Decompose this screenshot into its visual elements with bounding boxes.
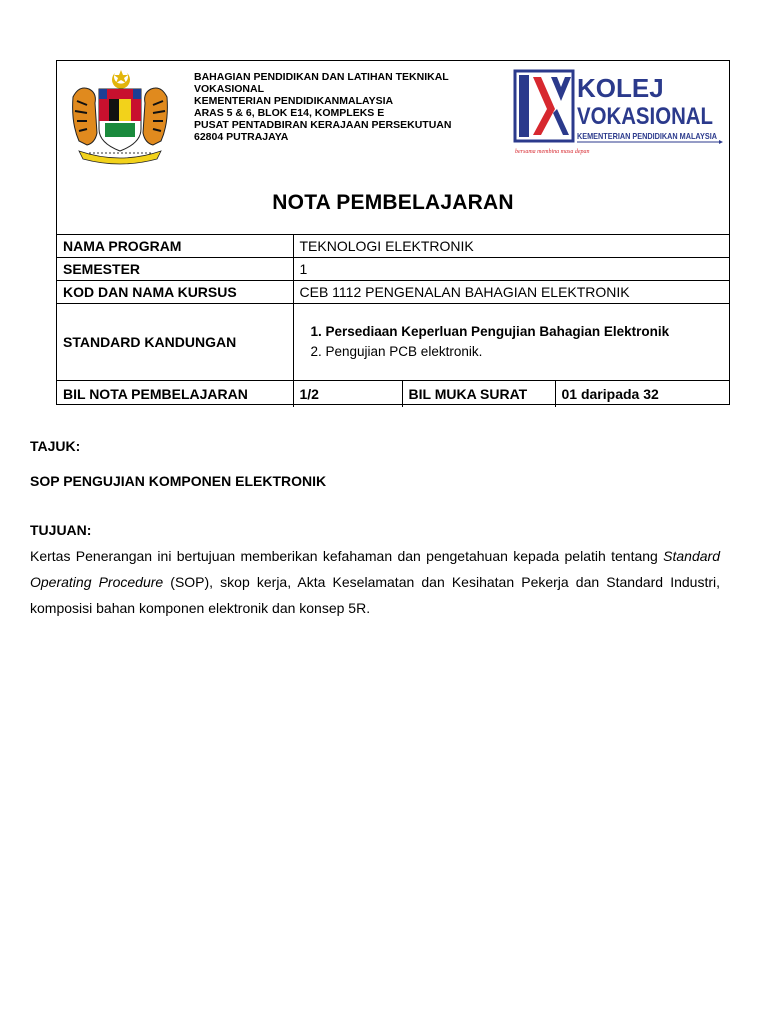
address-line: ARAS 5 & 6, BLOK E14, KOMPLEKS E (194, 107, 385, 119)
course-value: CEB 1112 PENGENALAN BAHAGIAN ELEKTRONIK (293, 281, 729, 304)
address-line: 62804 PUTRAJAYA (194, 131, 289, 143)
tajuk-value: SOP PENGUJIAN KOMPONEN ELEKTRONIK (30, 473, 327, 489)
semester-value: 1 (293, 258, 729, 281)
logo-line1: KOLEJ (577, 73, 664, 103)
note-number-label: BIL NOTA PEMBELAJARAN (57, 381, 293, 408)
logo-tagline: bersama membina masa depan (515, 149, 590, 155)
ministry-address (194, 71, 514, 143)
tujuan-text-part1: Kertas Penerangan ini bertujuan memberikan kefahaman dan pengetahuan kepada pelatih tentang (30, 548, 658, 564)
kolej-vokasional-logo (513, 69, 723, 159)
page-count-value: 01 daripada 32 (555, 381, 729, 408)
tujuan-label: TUJUAN: (30, 522, 92, 538)
standard-list (300, 322, 724, 362)
standard-label: STANDARD KANDUNGAN (57, 304, 293, 381)
table-row (57, 381, 729, 408)
program-label: NAMA PROGRAM (57, 235, 293, 258)
document-title: NOTA PEMBELAJARAN (272, 191, 514, 214)
document-header (56, 60, 730, 405)
tujuan-text-part2: (SOP), skop kerja, Akta Keselamatan dan Kesihatan Pekerja dan Standard Industri, komposisi bahan komponen elektronik dan konsep 5R. (30, 574, 720, 616)
tujuan-paragraph (30, 543, 720, 621)
list-item: 1. Persediaan Keperluan Pengujian Bahagian Elektronik (326, 322, 724, 342)
tajuk-label: TAJUK: (30, 438, 81, 454)
table-row (57, 281, 729, 304)
table-row (57, 304, 729, 381)
logo-line2: VOKASIONAL (577, 103, 713, 130)
course-info-table (57, 234, 729, 407)
table-row (57, 235, 729, 258)
address-line: VOKASIONAL (194, 83, 265, 95)
address-line: KEMENTERIAN PENDIDIKANMALAYSIA (194, 95, 394, 107)
page-count-label: BIL MUKA SURAT (402, 381, 555, 408)
address-line: PUSAT PENTADBIRAN KERAJAAN PERSEKUTUAN (194, 119, 452, 131)
program-value: TEKNOLOGI ELEKTRONIK (293, 235, 729, 258)
note-number-value: 1/2 (293, 381, 402, 408)
semester-label: SEMESTER (57, 258, 293, 281)
table-row (57, 258, 729, 281)
standard-value (293, 304, 729, 381)
tujuan-text-italic: Standard Operating Procedure (30, 548, 720, 590)
coat-of-arms-icon (65, 67, 175, 167)
address-line: BAHAGIAN PENDIDIKAN DAN LATIHAN TEKNIKAL (194, 71, 449, 83)
logo-line3: KEMENTERIAN PENDIDIKAN MALAYSIA (577, 131, 717, 141)
course-label: KOD DAN NAMA KURSUS (57, 281, 293, 304)
list-item: 2. Pengujian PCB elektronik. (326, 342, 724, 362)
